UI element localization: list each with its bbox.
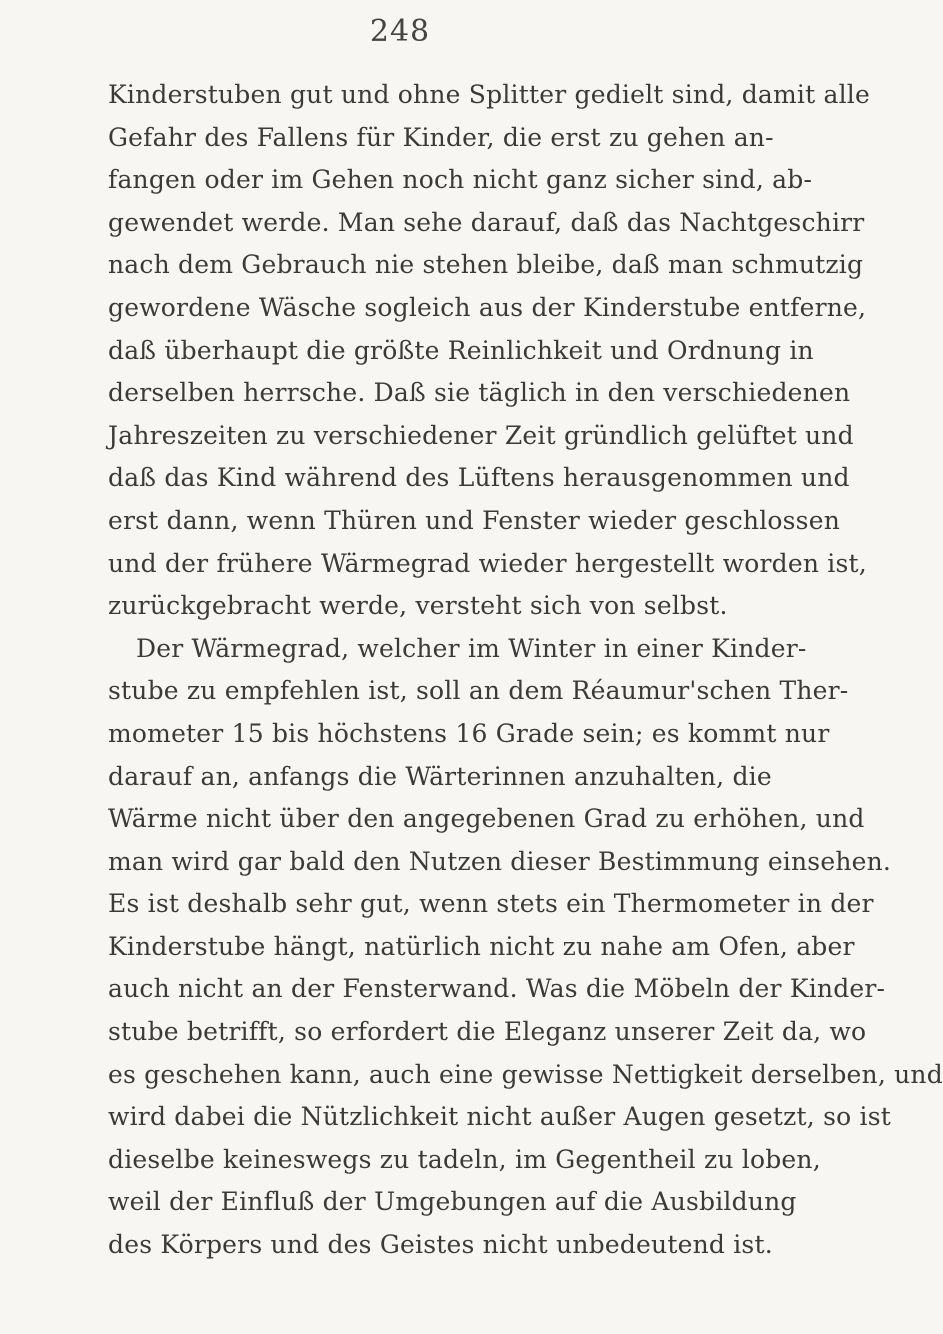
text-line: mometer 15 bis höchstens 16 Grade sein; es kommt nur [108,718,830,748]
text-line: man wird gar bald den Nutzen dieser Bestimmung einsehen. [108,846,892,876]
text-line: weil der Einfluß der Umgebungen auf die Ausbildung [108,1187,797,1217]
text-line: daß überhaupt die größte Reinlichkeit und Ordnung in [108,335,814,365]
body-text [108,74,943,1267]
text-line: darauf an, anfangs die Wärterinnen anzuhalten, die [108,761,772,791]
text-line: gewendet werde. Man sehe darauf, daß das Nachtgeschirr [108,207,865,237]
text-line: gewordene Wäsche sogleich aus der Kinderstube entferne, [108,292,867,322]
text-line-paragraph-end: zurückgebracht werde, versteht sich von selbst. [108,591,728,621]
text-line: derselben herrsche. Daß sie täglich in den verschiedenen [108,378,851,408]
text-line: stube zu empfehlen ist, soll an dem Réaumur'schen Ther- [108,676,849,706]
text-line: Kinderstuben gut und ohne Splitter gedielt sind, damit alle [108,80,870,109]
text-line: fangen oder im Gehen noch nicht ganz sicher sind, ab- [108,165,813,195]
page-number: 248 [369,14,431,49]
text-line: Es ist deshalb sehr gut, wenn stets ein Thermometer in der [108,889,874,919]
text-line: Gefahr des Fallens für Kinder, die erst zu gehen an- [108,122,774,152]
text-line: erst dann, wenn Thüren und Fenster wieder geschlossen [108,505,840,535]
text-line-paragraph-start: Der Wärmegrad, welcher im Winter in einer Kinder- [136,633,807,663]
text-line: es geschehen kann, auch eine gewisse Nettigkeit derselben, und [108,1059,943,1089]
text-line: Jahreszeiten zu verschiedener Zeit gründlich gelüftet und [108,420,854,450]
text-line-paragraph-end: des Körpers und des Geistes nicht unbedeutend ist. [108,1230,773,1260]
text-line: wird dabei die Nützlichkeit nicht außer Augen gesetzt, so ist [108,1102,891,1132]
text-line: nach dem Gebrauch nie stehen bleibe, daß man schmutzig [108,250,864,280]
text-line: daß das Kind während des Lüftens herausgenommen und [108,463,850,493]
text-line: und der frühere Wärmegrad wieder hergestellt worden ist, [108,548,867,578]
text-line: dieselbe keineswegs zu tadeln, im Gegentheil zu loben, [108,1144,821,1174]
text-line: Kinderstube hängt, natürlich nicht zu nahe am Ofen, aber [108,931,855,961]
text-line: Wärme nicht über den angegebenen Grad zu erhöhen, und [108,804,865,834]
text-line: stube betrifft, so erfordert die Eleganz unserer Zeit da, wo [108,1017,867,1047]
text-line: auch nicht an der Fensterwand. Was die Möbeln der Kinder- [108,974,886,1004]
